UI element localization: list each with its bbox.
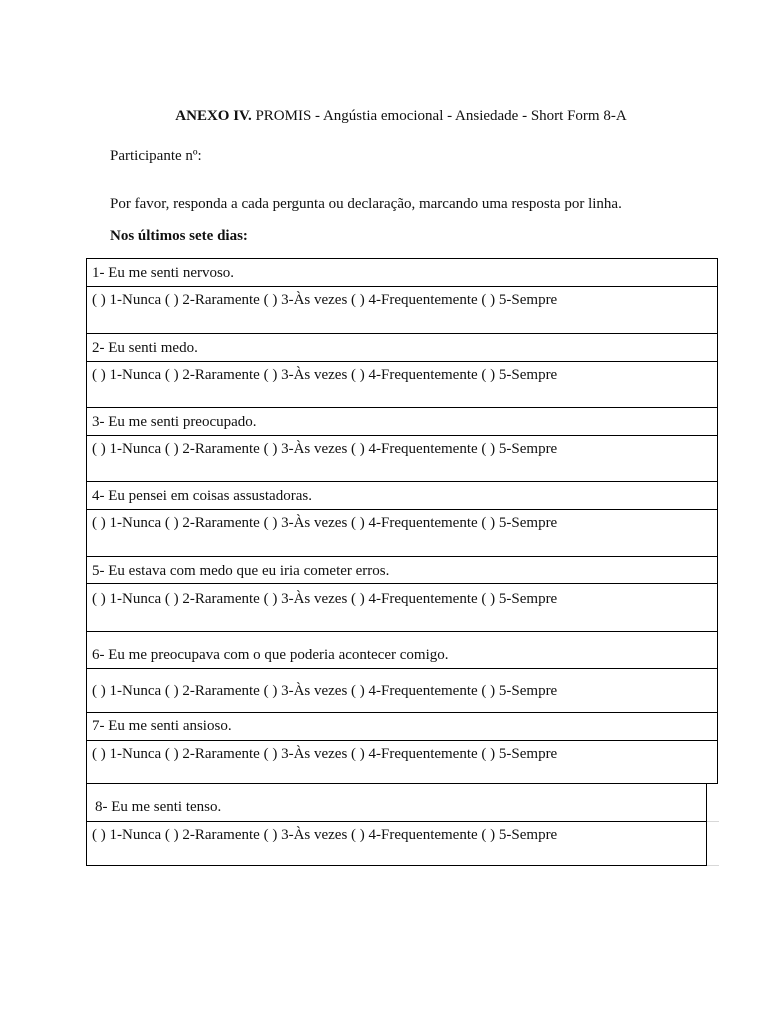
row-divider bbox=[87, 583, 717, 584]
participant-label: Participante nº: bbox=[110, 148, 202, 164]
question-4-text: 4- Eu pensei em coisas assustadoras. bbox=[92, 488, 312, 504]
questionnaire-table bbox=[86, 258, 718, 784]
row-divider bbox=[87, 333, 717, 334]
question-8-text: 8- Eu me senti tenso. bbox=[95, 799, 222, 815]
question-2-text: 2- Eu senti medo. bbox=[92, 340, 198, 356]
annex-label: ANEXO IV. bbox=[175, 108, 252, 124]
question-3-options[interactable]: ( ) 1-Nunca ( ) 2-Raramente ( ) 3-Às vezes ( ) 4-Frequentemente ( ) 5-Sempre bbox=[92, 441, 558, 457]
question-4-options[interactable]: ( ) 1-Nunca ( ) 2-Raramente ( ) 3-Às vezes ( ) 4-Frequentemente ( ) 5-Sempre bbox=[92, 515, 558, 531]
row-divider bbox=[87, 361, 717, 362]
question-7-options[interactable]: ( ) 1-Nunca ( ) 2-Raramente ( ) 3-Às vezes ( ) 4-Frequentemente ( ) 5-Sempre bbox=[92, 746, 558, 762]
faint-line bbox=[707, 865, 719, 866]
question-1-text: 1- Eu me senti nervoso. bbox=[92, 265, 235, 281]
row-divider bbox=[87, 286, 717, 287]
row-divider bbox=[87, 435, 717, 436]
question-6-text: 6- Eu me preocupava com o que poderia acontecer comigo. bbox=[92, 647, 449, 663]
row-divider bbox=[87, 712, 717, 713]
row-divider bbox=[87, 509, 717, 510]
faint-line bbox=[707, 821, 719, 822]
question-3-text: 3- Eu me senti preocupado. bbox=[92, 414, 257, 430]
row-divider bbox=[87, 740, 717, 741]
question-1-options[interactable]: ( ) 1-Nunca ( ) 2-Raramente ( ) 3-Às vezes ( ) 4-Frequentemente ( ) 5-Sempre bbox=[92, 292, 558, 308]
instructions-text: Por favor, responda a cada pergunta ou declaração, marcando uma resposta por linha. bbox=[110, 196, 622, 212]
row-divider bbox=[87, 481, 717, 482]
row-divider bbox=[87, 407, 717, 408]
page-title bbox=[0, 106, 768, 126]
question-5-text: 5- Eu estava com medo que eu iria cometer erros. bbox=[92, 563, 390, 579]
period-label: Nos últimos sete dias: bbox=[110, 228, 248, 244]
row-divider bbox=[87, 668, 717, 669]
row-divider bbox=[87, 821, 706, 822]
row-divider bbox=[87, 631, 717, 632]
row-divider bbox=[87, 556, 717, 557]
question-6-options[interactable]: ( ) 1-Nunca ( ) 2-Raramente ( ) 3-Às vezes ( ) 4-Frequentemente ( ) 5-Sempre bbox=[92, 683, 558, 699]
form-title: PROMIS - Angústia emocional - Ansiedade - Short Form 8-A bbox=[251, 108, 627, 124]
question-7-text: 7- Eu me senti ansioso. bbox=[92, 718, 232, 734]
questionnaire-table-continued bbox=[86, 784, 707, 866]
question-5-options[interactable]: ( ) 1-Nunca ( ) 2-Raramente ( ) 3-Às vezes ( ) 4-Frequentemente ( ) 5-Sempre bbox=[92, 591, 558, 607]
question-2-options[interactable]: ( ) 1-Nunca ( ) 2-Raramente ( ) 3-Às vezes ( ) 4-Frequentemente ( ) 5-Sempre bbox=[92, 367, 558, 383]
question-8-options[interactable]: ( ) 1-Nunca ( ) 2-Raramente ( ) 3-Às vezes ( ) 4-Frequentemente ( ) 5-Sempre bbox=[92, 827, 558, 843]
